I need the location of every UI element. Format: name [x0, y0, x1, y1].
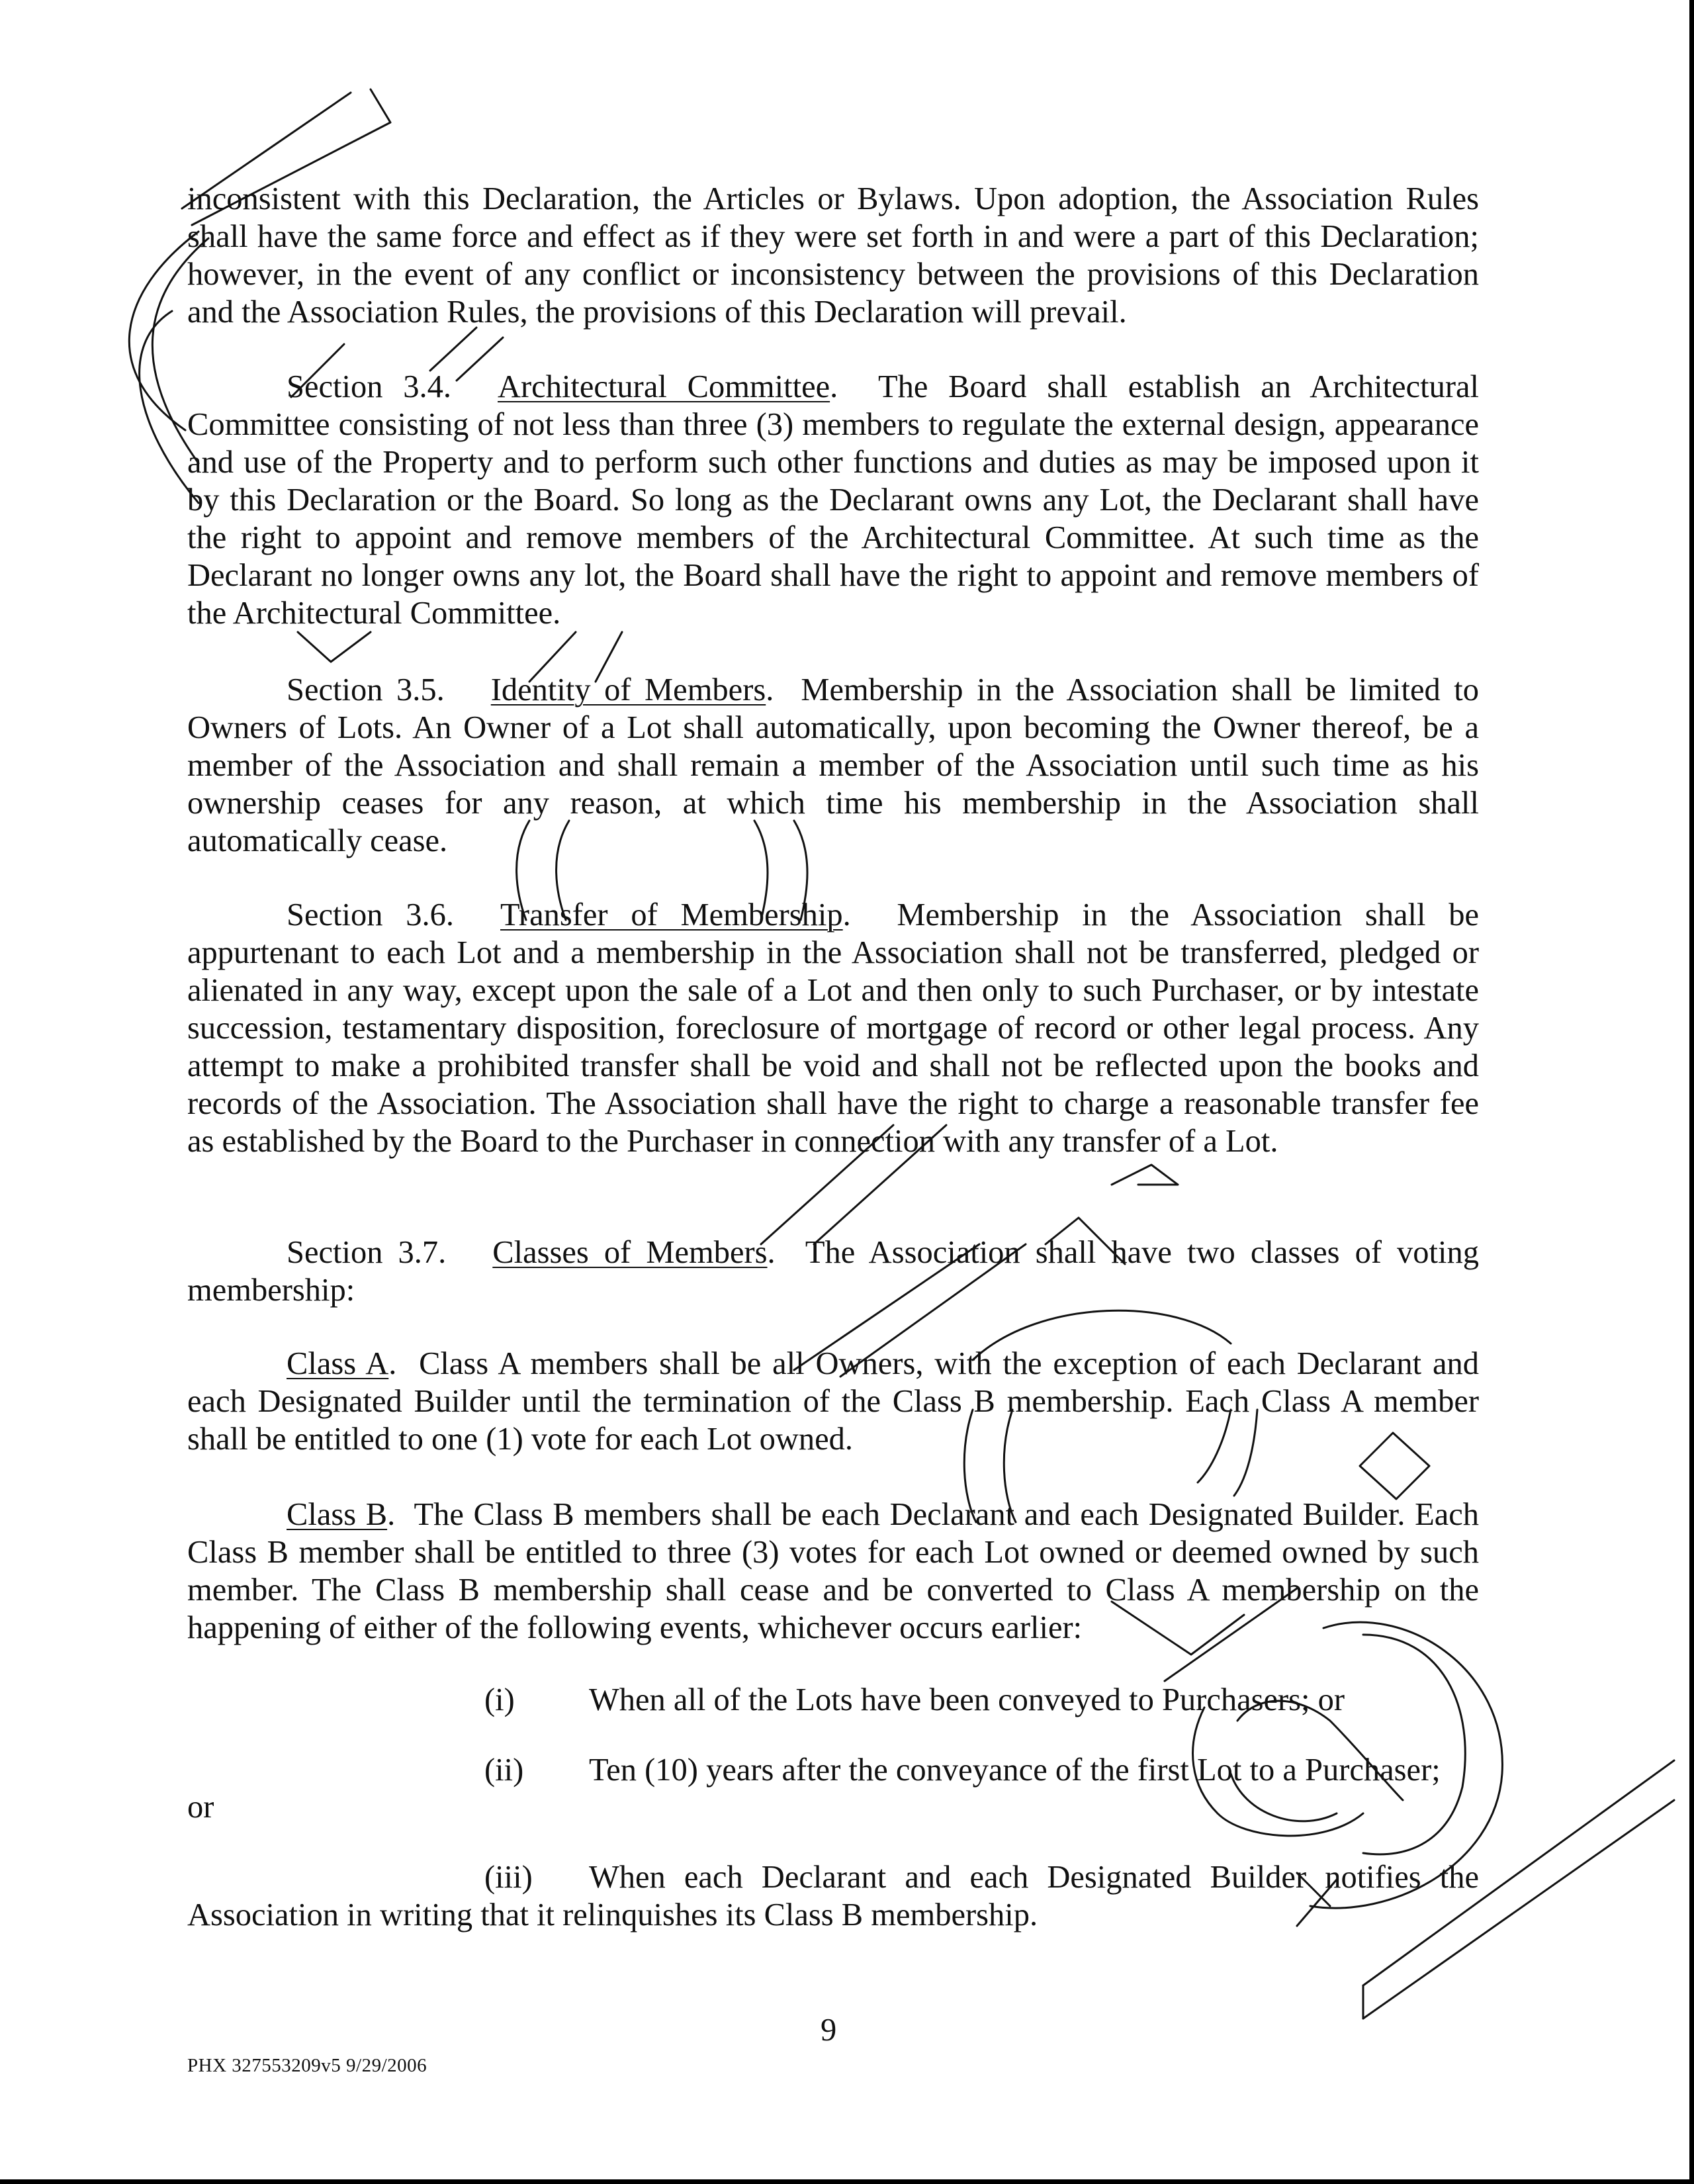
section-3-6-title: Transfer of Membership	[500, 897, 843, 933]
list-item-number: (ii)	[484, 1752, 524, 1788]
pen-stroke	[1363, 1800, 1674, 2019]
class-b-paragraph: Class B. The Class B members shall be each Declarant and each Designated Builder. Each Class B member shall be entitled to three (3) votes for each Lot owned or deemed owned by such member. The Class B membership shall cease and be converted to Class A membership on the happening of either of the following events, whichever occurs earlier:	[187, 1497, 1480, 1645]
list-item-number: (i)	[484, 1682, 515, 1717]
section-3-5: Section 3.5. Identity of Members. Membership in the Association shall be limited to Owners of Lots. An Owner of a Lot shall automatically, upon becoming the Owner thereof, be a member of the Association and shall remain a member of the Association until such time as his ownership ceases for any reason, at which time his membership in the Association shall automatically cease.	[187, 672, 1479, 858]
section-3-5-label: Section 3.5.	[287, 672, 445, 707]
class-a-paragraph: Class A. Class A members shall be all Owners, with the exception of each Declarant and each Designated Builder until the termination of the Class B membership. Each Class A member shall be entitled to one (1) vote for each Lot owned.	[187, 1346, 1479, 1457]
section-3-4-body: The Board shall establish an Architectural Committee consisting of not less than three (3) members to regulate the external design, appearance and use of the Property and to perform such other functions and duties as may be imposed upon it by this Declaration or the Board. So long as the Declarant owns any Lot, the Declarant shall have the right to appoint and remove members of the Architectural Committee. At such time as the Declarant no longer owns any lot, the Board shall have the right to appoint and remove members of the Architectural Committee.	[187, 369, 1479, 631]
class-b-body: The Class B members shall be each Declarant and each Designated Builder. Each Class B member shall be entitled to three (3) votes for each Lot owned or deemed owned by such member. The Class B membership shall cease and be converted to Class A membership on the happening of either of the following events, whichever occurs earlier:	[187, 1497, 1480, 1645]
pen-stroke	[1112, 1165, 1178, 1185]
or-text: or	[187, 1790, 214, 1825]
section-3-7: Section 3.7. Classes of Members. The Association shall have two classes of voting membership:	[187, 1235, 1479, 1308]
list-item-iii-continuation: Association in writing that it relinquishes its Class B membership.	[187, 1897, 1038, 1933]
pen-stroke	[430, 328, 476, 371]
section-3-4: Section 3.4. Architectural Committee. The Board shall establish an Architectural Committee consisting of not less than three (3) members to regulate the external design, appearance and use of the Property and to perform such other functions and duties as may be imposed upon it by this Declaration or the Board. So long as the Declarant owns any Lot, the Declarant shall have the right to appoint and remove members of the Architectural Committee. At such time as the Declarant no longer owns any lot, the Board shall have the right to appoint and remove members of the Architectural Committee.	[187, 369, 1479, 631]
class-b-title: Class B	[287, 1497, 388, 1532]
section-3-7-title: Classes of Members	[492, 1235, 768, 1270]
list-item-text: When all of the Lots have been conveyed to Purchasers; or	[589, 1682, 1345, 1717]
list-item-text: When each Declarant and each Designated Builder notifies the	[589, 1860, 1479, 1895]
class-a-body: Class A members shall be all Owners, with the exception of each Declarant and each Designated Builder until the termination of the Class B membership. Each Class A member shall be entitled to one (1) vote for each Lot owned.	[187, 1346, 1479, 1457]
section-3-7-label: Section 3.7.	[287, 1235, 447, 1270]
pen-stroke	[1363, 1635, 1465, 1854]
section-3-6-label: Section 3.6.	[287, 897, 454, 933]
section-3-7-body: The Association shall have two classes of voting membership:	[187, 1235, 1479, 1308]
section-3-4-label: Section 3.4.	[287, 369, 451, 404]
section-3-6-body: Membership in the Association shall be appurtenant to each Lot and a membership in the Association shall not be transferred, pledged or alienated in any way, except upon the sale of a Lot and then only to such Purchaser, or by intestate succession, testamentary disposition, foreclosure of mortgage of record or other legal process. Any attempt to make a prohibited transfer shall be void and shall not be reflected upon the books and records of the Association. The Association shall have the right to charge a reasonable transfer fee as established by the Board to the Purchaser in connection with any transfer of a Lot.	[187, 897, 1480, 1159]
section-3-6: Section 3.6. Transfer of Membership. Membership in the Association shall be appurtenant to each Lot and a membership in the Association shall not be transferred, pledged or alienated in any way, except upon the sale of a Lot and then only to such Purchaser, or by intestate succession, testamentary disposition, foreclosure of mortgage of record or other legal process. Any attempt to make a prohibited transfer shall be void and shall not be reflected upon the books and records of the Association. The Association shall have the right to charge a reasonable transfer fee as established by the Board to the Purchaser in connection with any transfer of a Lot.	[187, 897, 1480, 1159]
page-bottom-border	[0, 2179, 1694, 2184]
pen-stroke	[298, 632, 371, 662]
section-3-4-title: Architectural Committee	[498, 369, 830, 404]
section-3-5-body: Membership in the Association shall be limited to Owners of Lots. An Owner of a Lot shall automatically, upon becoming the Owner thereof, be a member of the Association and shall remain a member of the Association until such time as his ownership ceases for any reason, at which time his membership in the Association shall automatically cease.	[187, 672, 1479, 858]
paragraph-intro	[187, 180, 1479, 331]
section-3-5-title: Identity of Members	[490, 672, 766, 707]
list-item-number: (iii)	[484, 1860, 533, 1895]
document-footer: PHX 327553209v5 9/29/2006	[187, 2055, 427, 2076]
intro-text: inconsistent with this Declaration, the Articles or Bylaws. Upon adoption, the Association Rules shall have the same force and effect as if they were set forth in and were a part of this Declaration; however, in the event of any conflict or inconsistency between the provisions of this Declaration and the Association Rules, the provisions of this Declaration will prevail.	[187, 181, 1479, 330]
class-a-title: Class A	[287, 1346, 389, 1381]
list-item-text: Ten (10) years after the conveyance of the first Lot to a Purchaser;	[589, 1752, 1441, 1788]
page-number: 9	[821, 2013, 837, 2048]
page-right-border	[1689, 0, 1694, 2184]
